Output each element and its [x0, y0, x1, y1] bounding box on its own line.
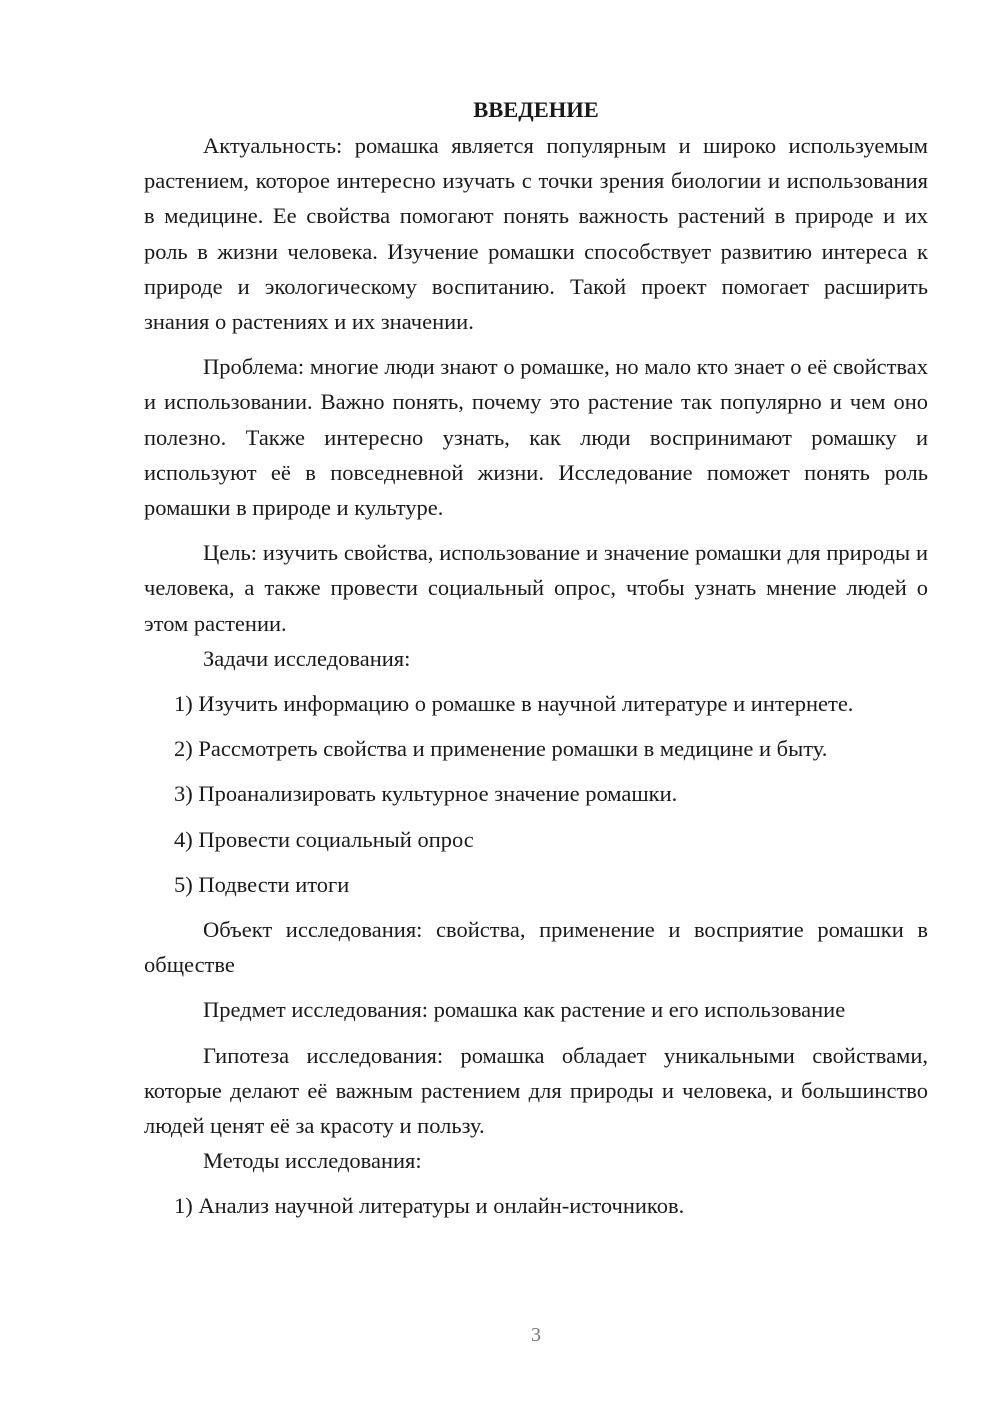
goal-paragraph: Цель: изучить свойства, использование и значение ромашки для природы и человека, а также провести социальный опрос, чтобы узнать мнение людей о этом растении.: [144, 540, 928, 636]
task-item: 1) Изучить информацию о ромашке в научной литературе и интернете.: [174, 691, 854, 717]
task-item: 2) Рассмотреть свойства и применение ромашки в медицине и быту.: [174, 736, 828, 762]
relevance-paragraph: Актуальность: ромашка является популярным и широко используемым растением, которое интересно изучать с точки зрения биологии и использования в медицине. Ее свойства помогают понять важность растений в природе и их роль в жизни человека. Изучение ромашки способствует развитию интереса к природе и экологическому воспитанию. Такой проект помогает расширить знания о растениях и их значении.: [144, 133, 928, 335]
object-paragraph: Объект исследования: свойства, применение и восприятие ромашки в обществе: [144, 917, 928, 978]
page-title: ВВЕДЕНИЕ: [473, 97, 599, 122]
page-number: 3: [531, 1324, 541, 1346]
task-item: 4) Провести социальный опрос: [174, 826, 474, 852]
task-item: 3) Проанализировать культурное значение ромашки.: [174, 781, 678, 807]
method-item: 1) Анализ научной литературы и онлайн-источников.: [174, 1193, 685, 1219]
hypothesis-paragraph: Гипотеза исследования: ромашка обладает уникальными свойствами, которые делают её важным растением для природы и человека, и большинство людей ценят её за красоту и пользу.: [144, 1042, 928, 1139]
tasks-heading: Задачи исследования:: [203, 645, 411, 671]
page-content: [144, 92, 928, 1224]
task-item: 5) Подвести итоги: [174, 871, 350, 897]
methods-heading: Методы исследования:: [203, 1148, 422, 1174]
subject-paragraph: Предмет исследования: ромашка как растение и его использование: [203, 997, 846, 1023]
problem-paragraph: Проблема: многие люди знают о ромашке, но мало кто знает о её свойствах и использовании. Важно понять, почему это растение так популярно и чем оно полезно. Также интересно узнать, как люди воспринимают ромашку и используют её в повседневной жизни. Исследование поможет понять роль ромашки в природе и культуре.: [144, 354, 928, 521]
